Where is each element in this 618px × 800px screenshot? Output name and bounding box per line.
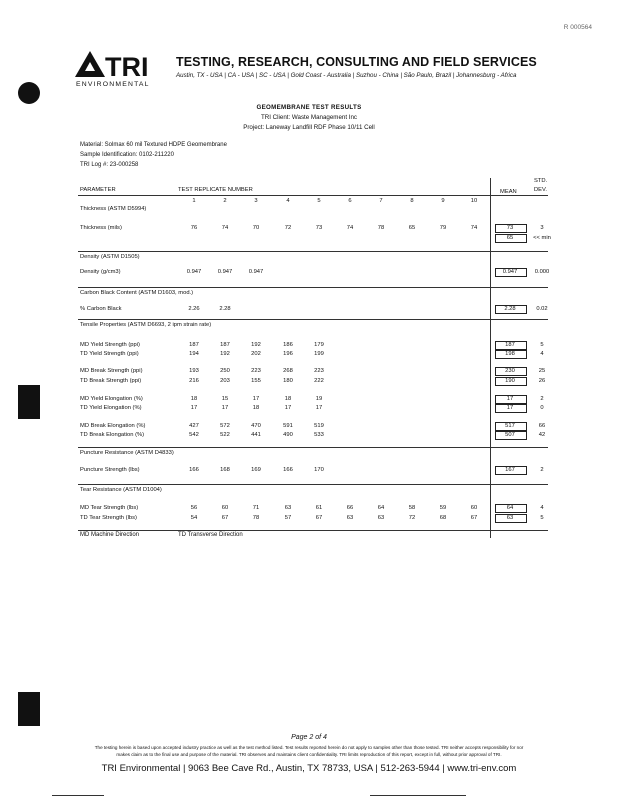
replicate-value: 72 bbox=[284, 225, 292, 231]
replicate-value: 17 bbox=[315, 405, 323, 411]
replicate-value: 166 bbox=[189, 467, 199, 473]
mean-value: 64 bbox=[506, 505, 514, 511]
replicate-value: 441 bbox=[251, 432, 261, 438]
replicate-value: 250 bbox=[220, 368, 230, 374]
replicate-value: 54 bbox=[190, 515, 198, 521]
std-dev-value: 4 bbox=[540, 351, 544, 357]
row-label: MD Yield Elongation (%) bbox=[80, 396, 143, 402]
replicate-value: 74 bbox=[346, 225, 354, 231]
bates-number: R 000564 bbox=[563, 24, 592, 31]
row-label: MD Break Elongation (%) bbox=[80, 423, 146, 429]
replicate-value: 180 bbox=[283, 378, 293, 384]
replicate-value: 18 bbox=[252, 405, 260, 411]
mean-value: 2.28 bbox=[504, 306, 516, 312]
row-label: TD Break Strength (ppi) bbox=[80, 378, 142, 384]
project-line: Project: Laneway Landfill RDF Phase 10/11 Cell bbox=[243, 124, 375, 131]
replicate-number: 8 bbox=[410, 198, 414, 204]
std-dev-value: 2 bbox=[540, 396, 544, 402]
replicate-value: 187 bbox=[220, 342, 230, 348]
replicate-value: 74 bbox=[470, 225, 478, 231]
mean-value: 507 bbox=[505, 432, 515, 438]
replicate-value: 170 bbox=[314, 467, 324, 473]
mean-value: 63 bbox=[506, 515, 514, 521]
replicate-number: 9 bbox=[441, 198, 445, 204]
replicate-value: 519 bbox=[314, 423, 324, 429]
row-label: TD Yield Strength (ppi) bbox=[80, 351, 139, 357]
replicate-value: 60 bbox=[221, 505, 229, 511]
replicate-value: 2.26 bbox=[188, 306, 200, 312]
replicate-header: TEST REPLICATE NUMBER bbox=[178, 187, 253, 193]
replicate-value: 169 bbox=[251, 467, 261, 473]
legend-md: MD Machine Direction bbox=[80, 532, 140, 538]
mean-value: 198 bbox=[505, 351, 515, 357]
replicate-value: 63 bbox=[346, 515, 354, 521]
replicate-value: 68 bbox=[439, 515, 447, 521]
signature-line-left bbox=[52, 795, 104, 796]
footer-contact: TRI Environmental | 9063 Bee Cave Rd., Austin, TX 78733, USA | 512-263-5944 | www.tri-env.com bbox=[101, 763, 517, 774]
row-label: Density (g/cm3) bbox=[80, 269, 121, 275]
std-dev-value: 0 bbox=[540, 405, 544, 411]
row-label: TD Tear Strength (lbs) bbox=[80, 515, 137, 521]
replicate-value: 79 bbox=[439, 225, 447, 231]
replicate-value: 192 bbox=[220, 351, 230, 357]
replicate-number: 10 bbox=[470, 198, 478, 204]
std-dev-value: 5 bbox=[540, 342, 544, 348]
logo-subtitle: ENVIRONMENTAL bbox=[76, 81, 150, 87]
replicate-value: 166 bbox=[283, 467, 293, 473]
disclaimer-line-1: The testing herein is based upon accepted industry practice as well as the test method listed. Test results reported herein do not apply to samples other than those tested. TRI neither accepts responsibility for nor bbox=[94, 745, 524, 750]
std-dev-value: 2 bbox=[540, 467, 544, 473]
row-label: MD Tear Strength (lbs) bbox=[80, 505, 139, 511]
replicate-value: 67 bbox=[221, 515, 229, 521]
replicate-value: 168 bbox=[220, 467, 230, 473]
section-rule bbox=[78, 484, 548, 485]
replicate-value: 194 bbox=[189, 351, 199, 357]
replicate-value: 15 bbox=[221, 396, 229, 402]
signature-line-right bbox=[370, 795, 466, 796]
replicate-value: 74 bbox=[221, 225, 229, 231]
std-dev-value: 66 bbox=[538, 423, 546, 429]
std-dev-value: 26 bbox=[538, 378, 546, 384]
replicate-value: 67 bbox=[315, 515, 323, 521]
replicate-value: 470 bbox=[251, 423, 261, 429]
mean-value: 0.947 bbox=[502, 269, 518, 275]
replicate-value: 0.947 bbox=[217, 269, 233, 275]
mean-value: 190 bbox=[505, 378, 515, 384]
replicate-value: 19 bbox=[315, 396, 323, 402]
mean-value: 230 bbox=[505, 368, 515, 374]
replicate-number: 2 bbox=[223, 198, 227, 204]
replicate-value: 58 bbox=[408, 505, 416, 511]
replicate-value: 18 bbox=[190, 396, 198, 402]
replicate-value: 72 bbox=[408, 515, 416, 521]
replicate-value: 78 bbox=[377, 225, 385, 231]
mean-value: 17 bbox=[506, 405, 514, 411]
replicate-value: 65 bbox=[408, 225, 416, 231]
replicate-value: 63 bbox=[377, 515, 385, 521]
sample-id-line: Sample Identification: 0102-211220 bbox=[80, 152, 174, 158]
replicate-number: 6 bbox=[348, 198, 352, 204]
replicate-value: 56 bbox=[190, 505, 198, 511]
std-dev-value: << min bbox=[533, 235, 551, 241]
client-line: TRI Client: Waste Management Inc bbox=[260, 114, 358, 121]
replicate-value: 155 bbox=[251, 378, 261, 384]
replicate-value: 17 bbox=[190, 405, 198, 411]
replicate-value: 522 bbox=[220, 432, 230, 438]
legend-td: TD Transverse Direction bbox=[178, 532, 243, 538]
header-rule bbox=[78, 195, 548, 196]
std-dev-value: 0.02 bbox=[536, 306, 548, 312]
company-locations: Austin, TX - USA | CA - USA | SC - USA | Gold Coast - Australia | Suzhou - China | São Paulo, Brazil | Johannesburg - Africa bbox=[176, 72, 517, 79]
replicate-value: 193 bbox=[189, 368, 199, 374]
std-dev-value: 25 bbox=[538, 368, 546, 374]
replicate-value: 591 bbox=[283, 423, 293, 429]
replicate-value: 542 bbox=[189, 432, 199, 438]
replicate-value: 222 bbox=[314, 378, 324, 384]
logo-text: TRI bbox=[105, 52, 149, 82]
replicate-value: 179 bbox=[314, 342, 324, 348]
mean-value: 73 bbox=[506, 225, 514, 231]
replicate-value: 78 bbox=[252, 515, 260, 521]
section-title: Carbon Black Content (ASTM D1603, mod.) bbox=[80, 290, 194, 296]
replicate-value: 0.947 bbox=[248, 269, 264, 275]
section-title: Puncture Resistance (ASTM D4833) bbox=[80, 450, 174, 456]
company-tagline: TESTING, RESEARCH, CONSULTING AND FIELD SERVICES bbox=[176, 55, 537, 69]
table-bottom-rule bbox=[78, 530, 548, 531]
std-dev-value: 0.000 bbox=[534, 269, 550, 275]
document-title: GEOMEMBRANE TEST RESULTS bbox=[256, 104, 362, 111]
replicate-value: 17 bbox=[284, 405, 292, 411]
replicate-number: 3 bbox=[254, 198, 258, 204]
row-label: Puncture Strength (lbs) bbox=[80, 467, 140, 473]
replicate-value: 216 bbox=[189, 378, 199, 384]
section-rule bbox=[78, 319, 548, 320]
section-title: Tear Resistance (ASTM D1004) bbox=[80, 487, 162, 493]
section-title: Density (ASTM D1505) bbox=[80, 254, 140, 260]
std-header-1: STD. bbox=[534, 178, 548, 184]
replicate-value: 223 bbox=[314, 368, 324, 374]
scan-redaction-block bbox=[18, 692, 40, 726]
replicate-value: 187 bbox=[189, 342, 199, 348]
replicate-value: 192 bbox=[251, 342, 261, 348]
replicate-value: 17 bbox=[252, 396, 260, 402]
replicate-number: 5 bbox=[317, 198, 321, 204]
replicate-value: 202 bbox=[251, 351, 261, 357]
page-number: Page 2 of 4 bbox=[291, 734, 327, 741]
section-title: Thickness (ASTM D5994) bbox=[80, 206, 147, 212]
replicate-value: 196 bbox=[283, 351, 293, 357]
replicate-value: 57 bbox=[284, 515, 292, 521]
mean-value: 517 bbox=[505, 423, 515, 429]
mean-value: 65 bbox=[506, 235, 514, 241]
replicate-number: 1 bbox=[192, 198, 196, 204]
mean-value: 167 bbox=[505, 467, 515, 473]
replicate-value: 223 bbox=[251, 368, 261, 374]
section-title: Tensile Properties (ASTM D6693, 2 ipm strain rate) bbox=[80, 322, 212, 328]
section-rule bbox=[78, 251, 548, 252]
section-rule bbox=[78, 287, 548, 288]
replicate-value: 268 bbox=[283, 368, 293, 374]
scan-redaction-block bbox=[18, 385, 40, 419]
replicate-value: 199 bbox=[314, 351, 324, 357]
replicate-number: 4 bbox=[286, 198, 290, 204]
std-dev-value: 42 bbox=[538, 432, 546, 438]
replicate-value: 572 bbox=[220, 423, 230, 429]
mean-value: 187 bbox=[505, 342, 515, 348]
company-logo bbox=[75, 47, 163, 87]
row-label: Thickness (mils) bbox=[80, 225, 122, 231]
replicate-value: 64 bbox=[377, 505, 385, 511]
mean-header: MEAN bbox=[500, 189, 517, 195]
replicate-value: 17 bbox=[221, 405, 229, 411]
replicate-value: 203 bbox=[220, 378, 230, 384]
disclaimer-line-2: makes claim as to the final use and purpose of the material. TRI observes and maintains client confidentiality. TRI limits reproduction of this report, except in full, without prior approval of TRI. bbox=[116, 752, 502, 757]
replicate-value: 427 bbox=[189, 423, 199, 429]
replicate-value: 186 bbox=[283, 342, 293, 348]
row-label: TD Yield Elongation (%) bbox=[80, 405, 142, 411]
replicate-value: 76 bbox=[190, 225, 198, 231]
replicate-value: 18 bbox=[284, 396, 292, 402]
section-rule bbox=[78, 447, 548, 448]
row-label: MD Break Strength (ppi) bbox=[80, 368, 143, 374]
replicate-value: 533 bbox=[314, 432, 324, 438]
row-label: TD Break Elongation (%) bbox=[80, 432, 145, 438]
row-label: % Carbon Black bbox=[80, 306, 122, 312]
replicate-number: 7 bbox=[379, 198, 383, 204]
std-dev-value: 5 bbox=[540, 515, 544, 521]
replicate-value: 2.28 bbox=[219, 306, 231, 312]
replicate-value: 67 bbox=[470, 515, 478, 521]
scan-hole-mark bbox=[18, 82, 40, 104]
replicate-value: 59 bbox=[439, 505, 447, 511]
row-label: MD Yield Strength (ppi) bbox=[80, 342, 140, 348]
replicate-value: 490 bbox=[283, 432, 293, 438]
std-dev-value: 4 bbox=[540, 505, 544, 511]
replicate-value: 0.947 bbox=[186, 269, 202, 275]
replicate-value: 70 bbox=[252, 225, 260, 231]
mean-value: 17 bbox=[506, 396, 514, 402]
std-dev-value: 3 bbox=[540, 225, 544, 231]
parameter-header: PARAMETER bbox=[80, 187, 116, 193]
std-header-2: DEV. bbox=[534, 187, 547, 193]
replicate-value: 66 bbox=[346, 505, 354, 511]
replicate-value: 60 bbox=[470, 505, 478, 511]
log-line: TRI Log #: 23-000258 bbox=[80, 162, 139, 168]
replicate-value: 73 bbox=[315, 225, 323, 231]
replicate-value: 71 bbox=[252, 505, 260, 511]
material-line: Material: Solmax 60 mil Textured HDPE Geomembrane bbox=[80, 142, 227, 148]
replicate-value: 61 bbox=[315, 505, 323, 511]
replicate-value: 63 bbox=[284, 505, 292, 511]
tri-logo-icon bbox=[75, 47, 163, 87]
